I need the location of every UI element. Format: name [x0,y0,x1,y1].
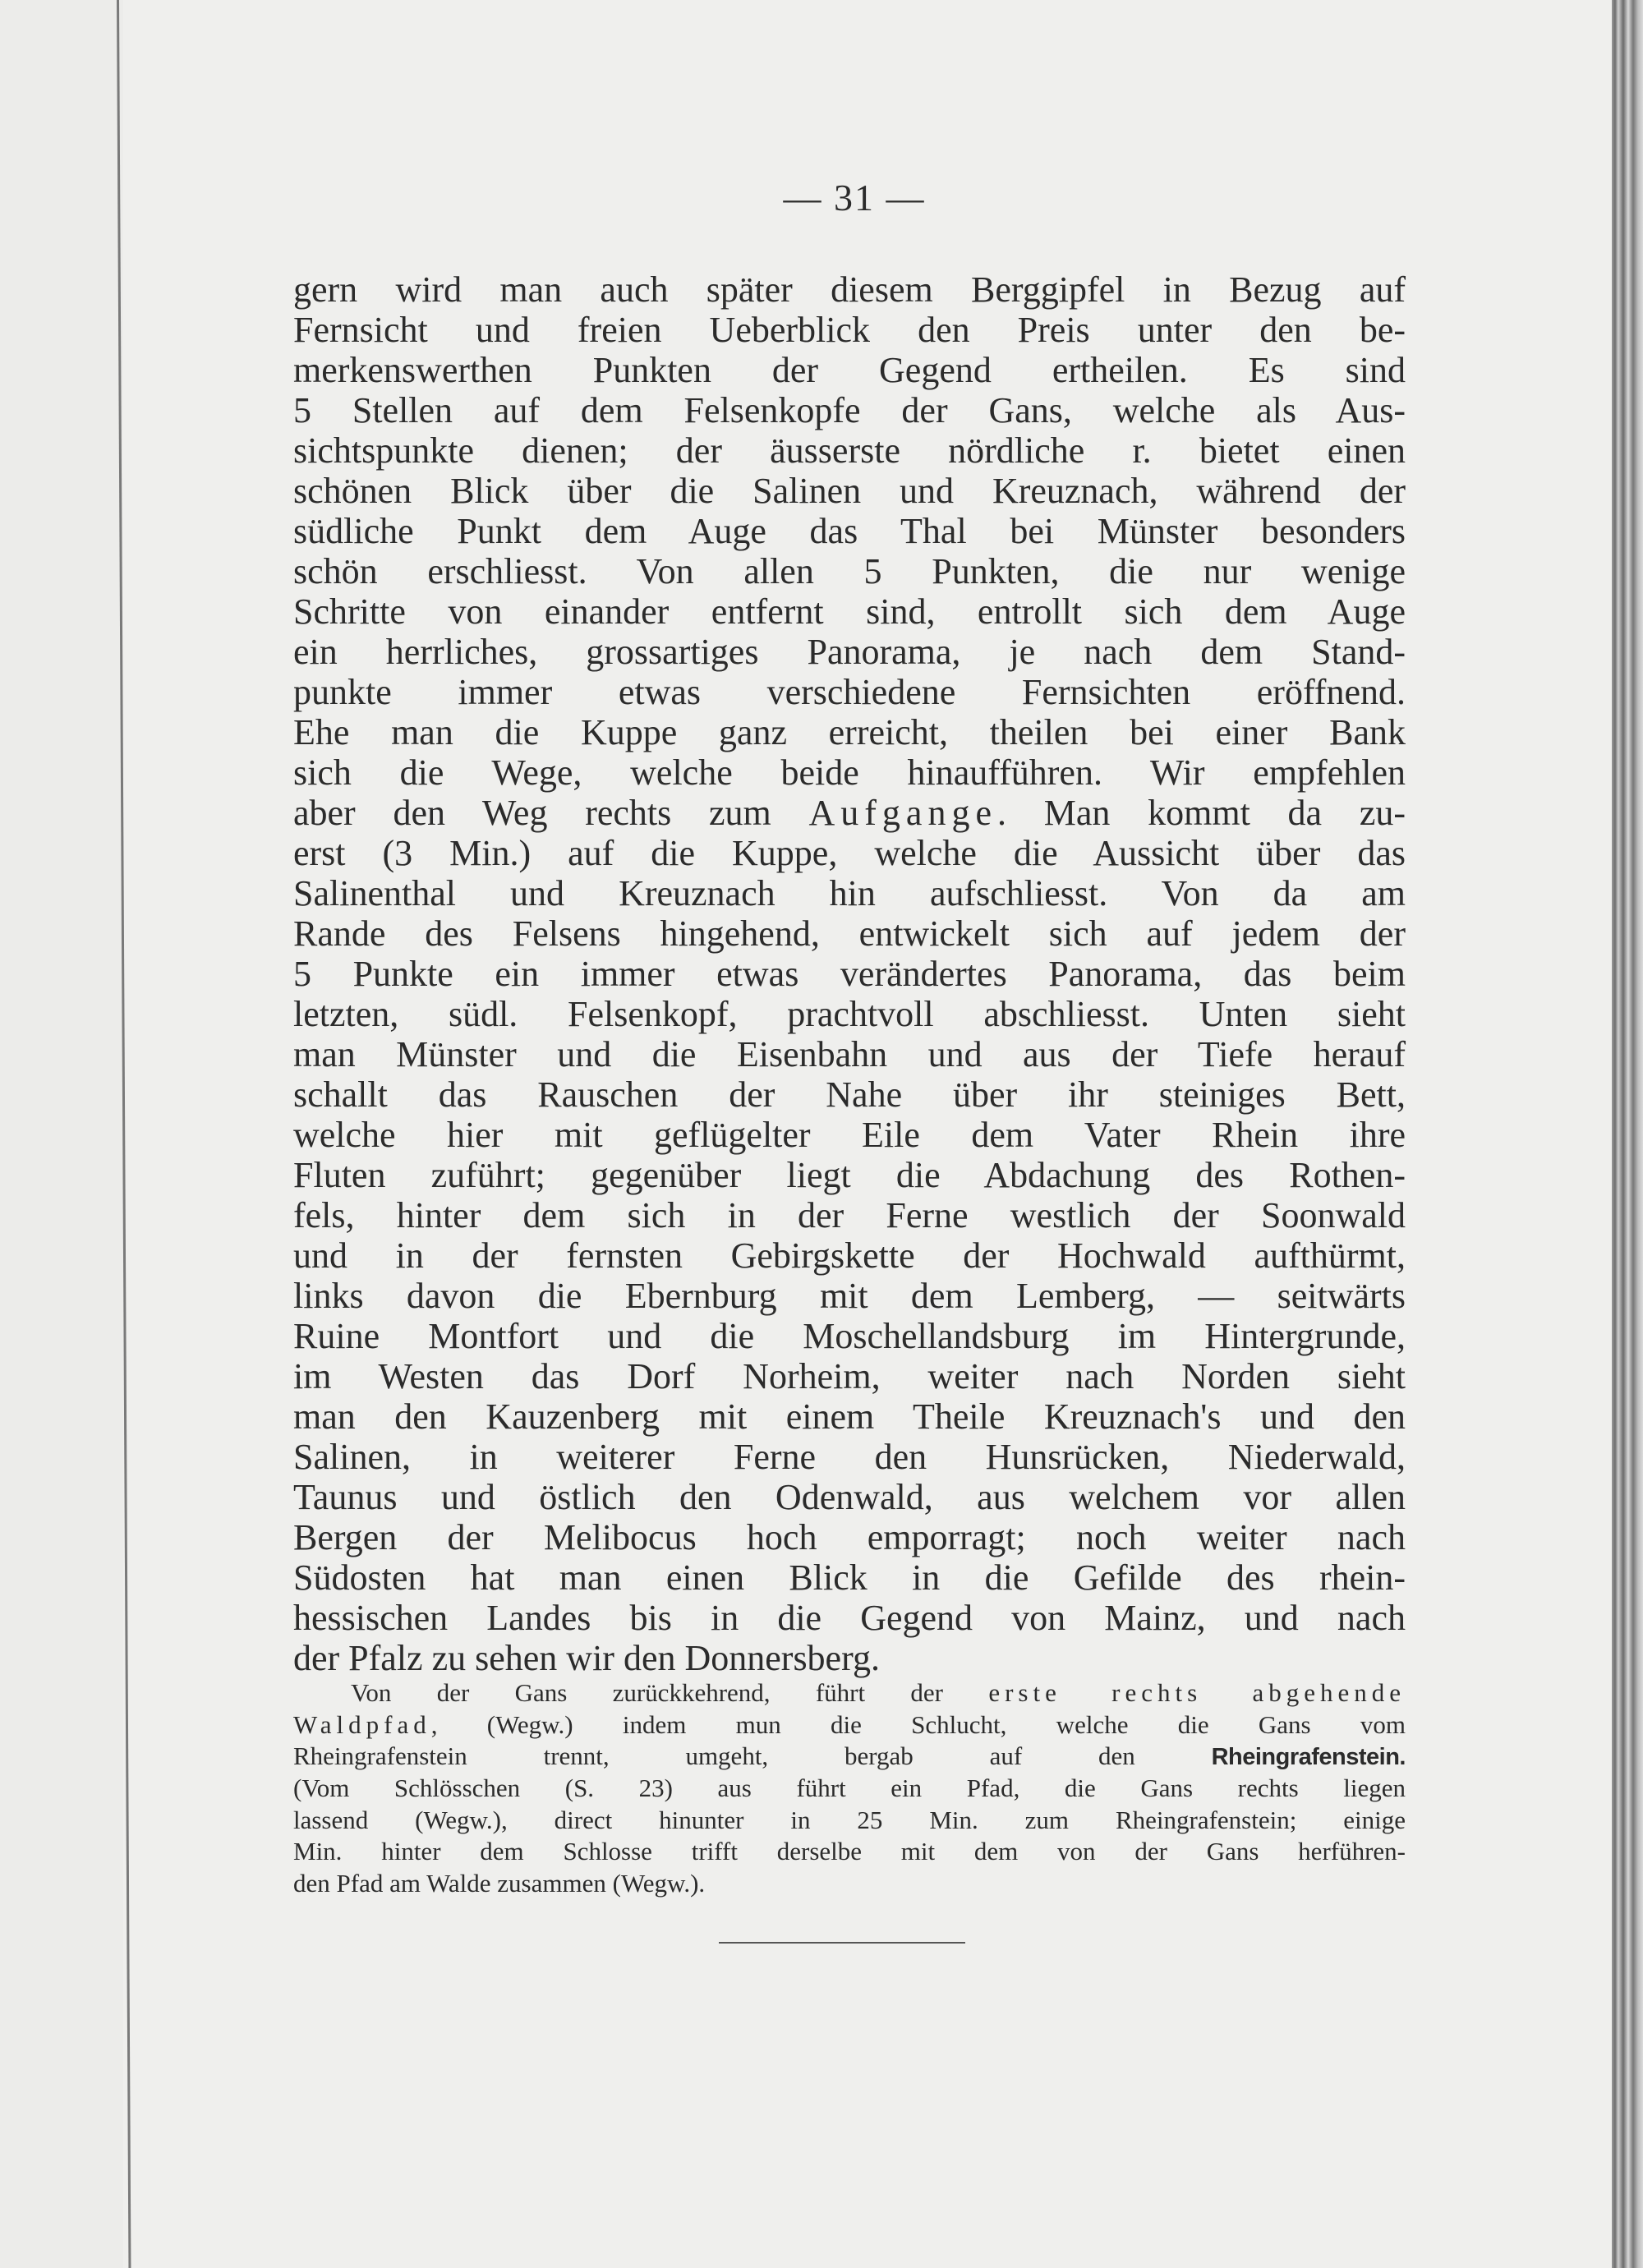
text-line [293,310,1406,350]
text-line [293,1235,1406,1276]
text-line [293,1034,1406,1074]
text-segment: erst (3 Min.) auf die Kuppe, welche die Aussicht über das [293,833,1406,873]
text-segment: fels, hinter dem sich in der Ferne westlich der Soonwald [293,1195,1406,1235]
text-segment: schön erschliesst. Von allen 5 Punkten, die nur wenige [293,551,1406,591]
text-line [293,712,1406,752]
text-segment: letzten, südl. Felsenkopf, prachtvoll abschliesst. Unten sieht [293,994,1406,1034]
text-segment: Fluten zuführt; gegenüber liegt die Abdachung des Rothen- [293,1155,1406,1195]
text-segment: 5 Punkte ein immer etwas verändertes Panorama, das beim [293,954,1406,994]
text-line [293,1074,1406,1115]
text-segment: Ruine Montfort und die Moschellandsburg im Hintergrunde, [293,1316,1406,1356]
text-segment: Bergen der Melibocus hoch emporragt; noch weiter nach [293,1517,1406,1557]
text-segment: merkenswerthen Punkten der Gegend ertheilen. Es sind [293,350,1406,390]
text-line [293,591,1406,632]
text-segment: links davon die Ebernburg mit dem Lemberg, — seitwärts [293,1276,1406,1316]
text-segment: im Westen das Dorf Norheim, weiter nach Norden sieht [293,1356,1406,1396]
text-segment: sichtspunkte dienen; der äusserste nördliche r. bietet einen [293,430,1406,471]
text-line [293,1677,1406,1709]
text-segment: schallt das Rauschen der Nahe über ihr steiniges Bett, [293,1074,1406,1115]
text-segment: südliche Punkt dem Auge das Thal bei Münster besonders [293,511,1406,551]
text-line [293,672,1406,712]
text-line [293,1195,1406,1235]
text-line [293,954,1406,994]
text-segment: der Pfalz zu sehen wir den Donnersberg. [293,1638,880,1678]
text-segment: man Münster und die Eisenbahn und aus der Tiefe herauf [293,1034,1406,1074]
text-segment: Fernsicht und freien Ueberblick den Preis unter den be- [293,310,1406,350]
scan-left-margin [0,0,123,2268]
text-line [293,1773,1406,1805]
text-line [293,1709,1406,1741]
book-edge [1612,0,1643,2268]
text-segment: lassend (Wegw.), direct hinunter in 25 Min. zum Rheingrafenstein; einige [293,1805,1406,1834]
text-line [293,913,1406,954]
text-segment: gern wird man auch später diesem Berggipfel in Bezug auf [293,269,1406,310]
text-line [293,1437,1406,1477]
spaced-emphasis: Waldpfad [293,1709,431,1739]
text-line [293,1805,1406,1837]
text-line [293,471,1406,511]
text-segment: und in der fernsten Gebirgskette der Hochwald aufthürmt, [293,1235,1406,1276]
text-line [293,1598,1406,1638]
text-line [293,1276,1406,1316]
footnote-paragraph [293,1677,1406,1900]
text-line [293,1477,1406,1517]
text-segment: punkte immer etwas verschiedene Fernsichten eröffnend. [293,672,1406,712]
text-segment: aber den Weg rechts zum [293,793,809,833]
spaced-emphasis: erste rechts abgehende [988,1678,1406,1707]
text-segment: 5 Stellen auf dem Felsenkopfe der Gans, welche als Aus- [293,390,1406,430]
text-line [293,752,1406,793]
text-segment: Min. hinter dem Schlosse trifft derselbe mit dem von der Gans herführen- [293,1837,1406,1866]
text-line [293,632,1406,672]
text-segment: hessischen Landes bis in die Gegend von Mainz, und nach [293,1598,1406,1638]
bold-place-name: Rheingrafenstein. [1211,1744,1406,1771]
text-line [293,1316,1406,1356]
text-segment: Rheingrafenstein trennt, umgeht, bergab auf den [293,1741,1212,1771]
text-line [293,873,1406,913]
page-number: — 31 — [783,177,926,219]
text-segment: Taunus und östlich den Odenwald, aus welchem vor allen [293,1477,1406,1517]
text-segment: schönen Blick über die Salinen und Kreuznach, während der [293,471,1406,511]
text-segment: ein herrliches, grossartiges Panorama, je nach dem Stand- [293,632,1406,672]
text-segment: man den Kauzenberg mit einem Theile Kreuznach's und den [293,1396,1406,1437]
text-line [293,1868,1406,1900]
text-line [293,994,1406,1034]
text-line [293,1517,1406,1557]
text-segment: welche hier mit geflügelter Eile dem Vater Rhein ihre [293,1115,1406,1155]
text-segment: den Pfad am Walde zusammen (Wegw.). [293,1869,706,1898]
text-line [293,1836,1406,1868]
text-segment: Rande des Felsens hingehend, entwickelt sich auf jedem der [293,913,1406,954]
text-line [293,430,1406,471]
end-rule-divider [719,1942,965,1944]
text-line [293,269,1406,310]
text-line [293,793,1406,833]
text-line [293,1155,1406,1195]
text-segment: , (Wegw.) indem mun die Schlucht, welche die Gans vom [430,1709,1406,1739]
text-segment: Salinen, in weiterer Ferne den Hunsrücken, Niederwald, [293,1437,1406,1477]
text-segment: (Vom Schlösschen (S. 23) aus führt ein Pfad, die Gans rechts liegen [293,1773,1406,1803]
text-line [293,511,1406,551]
text-segment: . Man kommt da zu- [997,793,1406,833]
text-line [293,350,1406,390]
spaced-emphasis: Aufgange [808,793,997,833]
text-segment: Von der Gans zurückkehrend, führt der [351,1678,989,1707]
text-line [293,1356,1406,1396]
text-line [293,551,1406,591]
text-segment: Salinenthal und Kreuznach hin aufschliesst. Von da am [293,873,1406,913]
text-segment: Ehe man die Kuppe ganz erreicht, theilen bei einer Bank [293,712,1406,752]
text-line [293,390,1406,430]
text-segment: Südosten hat man einen Blick in die Gefilde des rhein- [293,1557,1406,1598]
text-line [293,833,1406,873]
text-line [293,1557,1406,1598]
text-line [293,1115,1406,1155]
text-line [293,1638,1406,1678]
text-line [293,1396,1406,1437]
text-segment: sich die Wege, welche beide hinaufführen. Wir empfehlen [293,752,1406,793]
main-text [293,269,1406,1678]
text-line [293,1741,1406,1773]
text-segment: Schritte von einander entfernt sind, entrollt sich dem Auge [293,591,1406,632]
